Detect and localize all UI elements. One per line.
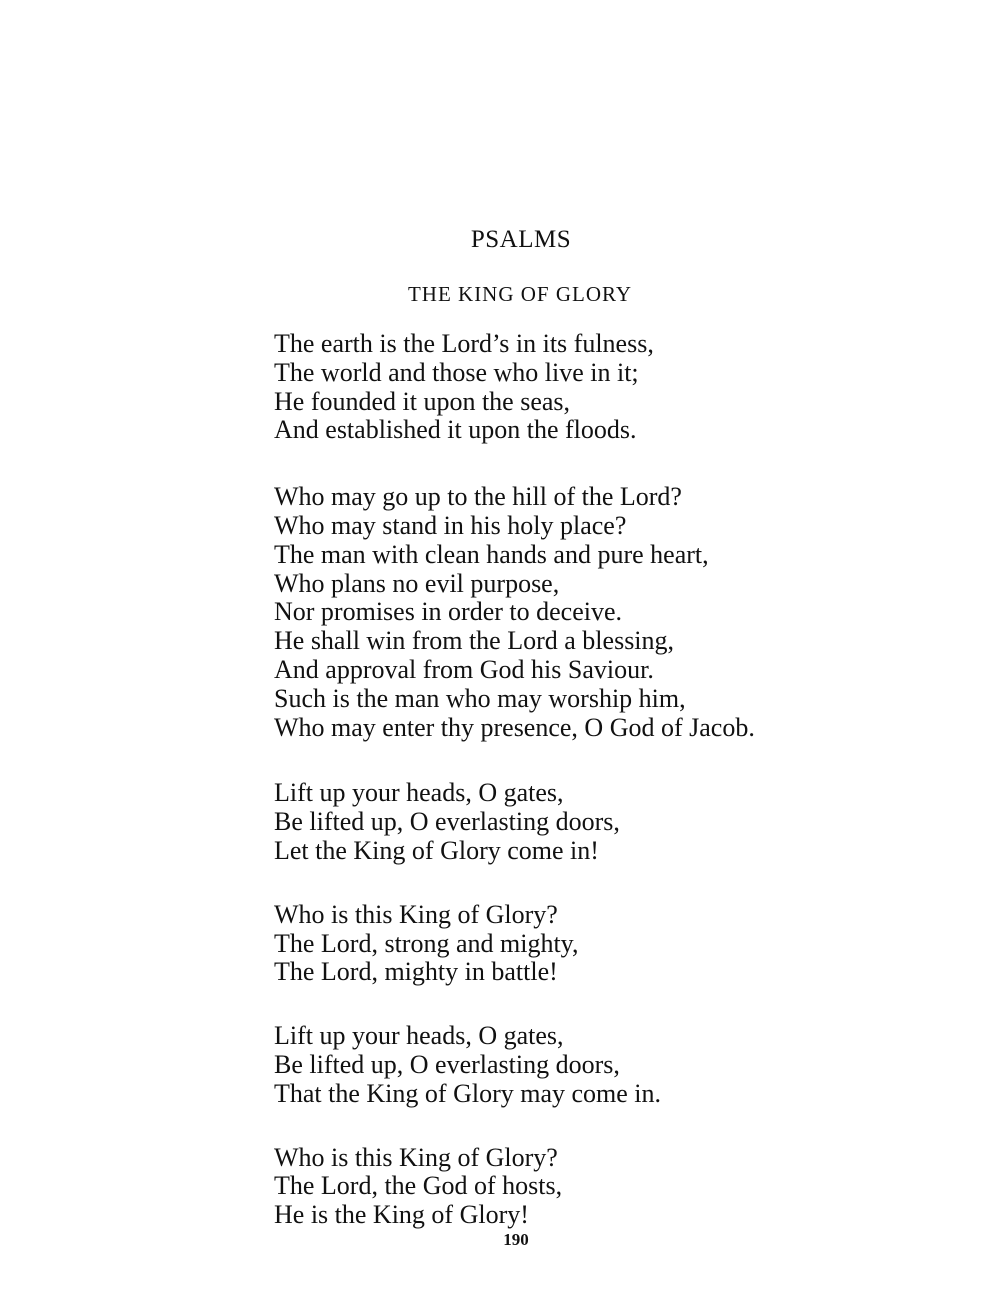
poem-line: Be lifted up, O everlasting doors, xyxy=(274,1049,620,1079)
stanza-2 xyxy=(274,483,914,742)
stanza-1 xyxy=(274,330,914,445)
poem-line: The earth is the Lord’s in its fulness, xyxy=(274,329,654,358)
book-title: PSALMS xyxy=(470,226,572,253)
poem-line: Who may stand in his holy place? xyxy=(274,510,627,540)
poem-line: He founded it upon the seas, xyxy=(274,386,571,416)
poem-body xyxy=(274,330,914,1230)
stanza-5 xyxy=(274,1022,914,1108)
poem-line: The Lord, strong and mighty, xyxy=(274,928,579,958)
poem-line: The man with clean hands and pure heart, xyxy=(274,539,709,569)
poem-line: He shall win from the Lord a blessing, xyxy=(274,626,675,656)
section-title: THE KING OF GLORY xyxy=(407,282,633,306)
poem-line: Lift up your heads, O gates, xyxy=(274,1021,564,1051)
poem-line: The Lord, the God of hosts, xyxy=(274,1171,563,1201)
poem-line: The world and those who live in it; xyxy=(274,357,639,387)
page-number: 190 xyxy=(503,1230,529,1249)
poem-line: And established it upon the floods. xyxy=(274,415,637,445)
poem-line: Who is this King of Glory? xyxy=(274,899,558,929)
poem-line: Lift up your heads, O gates, xyxy=(274,778,564,808)
poem-line: And approval from God his Saviour. xyxy=(274,654,654,684)
stanza-3 xyxy=(274,779,914,865)
stanza-6 xyxy=(274,1144,914,1230)
poem-line: Be lifted up, O everlasting doors, xyxy=(274,807,620,837)
poem-line: Such is the man who may worship him, xyxy=(274,683,686,713)
poem-line: Who may enter thy presence, O God of Jacob. xyxy=(274,712,755,742)
poem-line: Let the King of Glory come in! xyxy=(274,835,599,865)
poem-line: Who plans no evil purpose, xyxy=(274,568,560,598)
poem-line: He is the King of Glory! xyxy=(274,1200,529,1230)
poem-line: Nor promises in order to deceive. xyxy=(274,597,623,627)
poem-line: That the King of Glory may come in. xyxy=(274,1078,662,1108)
poem-line: Who is this King of Glory? xyxy=(274,1142,558,1172)
poem-line: Who may go up to the hill of the Lord? xyxy=(274,482,682,512)
poem-line: The Lord, mighty in battle! xyxy=(274,957,558,987)
stanza-4 xyxy=(274,901,914,987)
